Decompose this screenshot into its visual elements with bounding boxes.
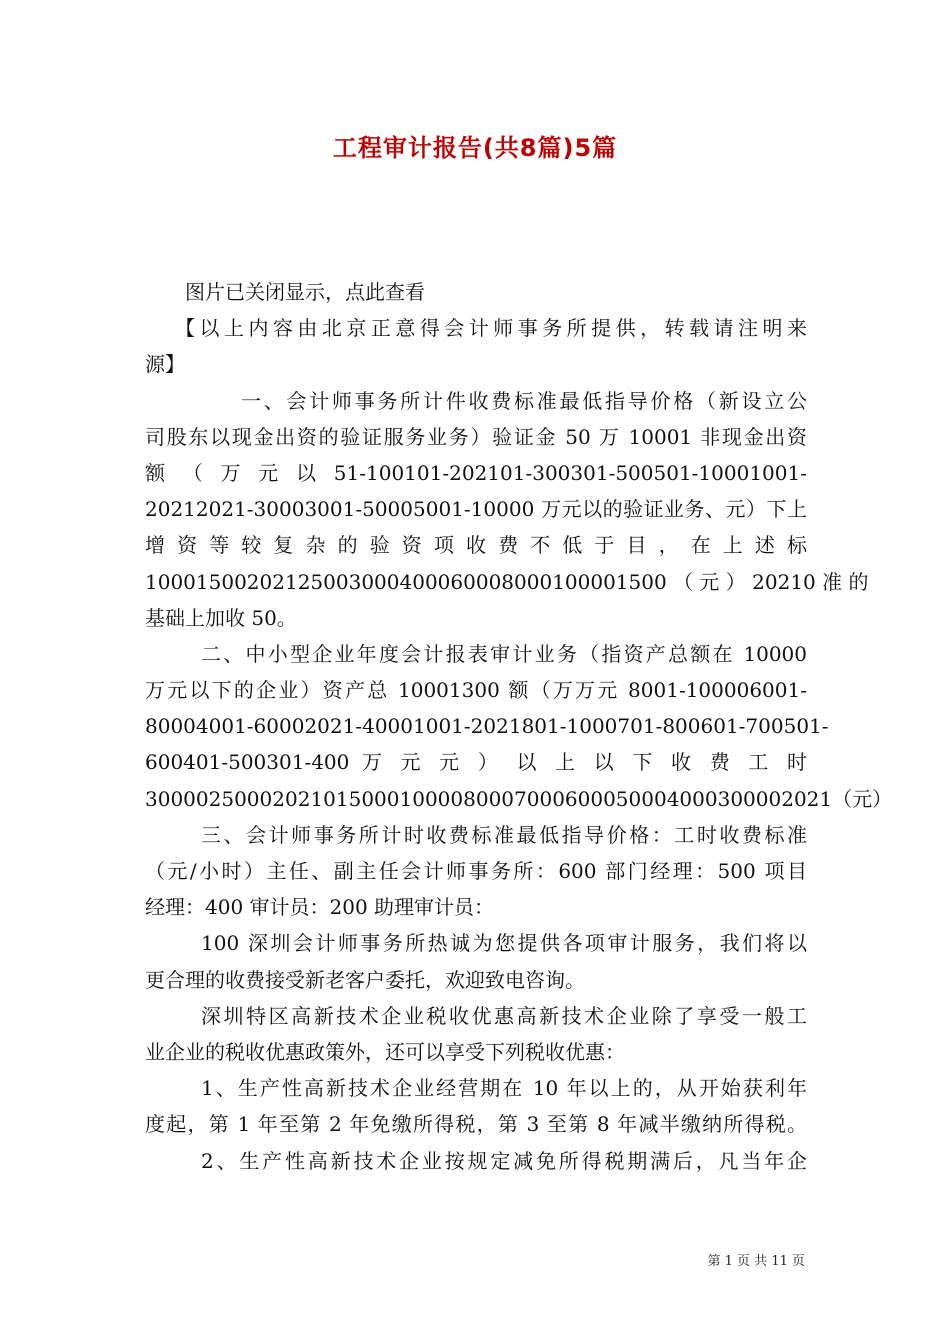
text-line: 万元以下的企业）资产总 10001300 额（万万元 8001-100006001- (145, 678, 807, 703)
document-body (145, 274, 893, 1179)
document-title: 工程审计报告(共8篇)5篇 (332, 134, 618, 162)
text-line: 100 深圳会计师事务所热诚为您提供各项审计服务，我们将以 (201, 931, 807, 956)
text-line: 10001500202125003000400060008000100001500 （ 元 ） 20210 准 的 (145, 569, 869, 594)
text-line: 司股东以现金出资的验证服务业务）验证金 50 万 10001 非现金出资 (145, 424, 807, 449)
text-line: 深圳特区高新技术企业税收优惠高新技术企业除了享受一般工 (201, 1003, 807, 1028)
text-line: 20212021-30003001-50005001-10000 万元以的验证业务、元）下上 (145, 497, 807, 522)
text-line: 600401-500301-400 万 元 元 ） 以 上 以 下 收 费 工 时 (145, 750, 807, 775)
text-line: 【以上内容由北京正意得会计师事务所提供，转载请注明来 (175, 316, 807, 341)
text-line: 300002500020210150001000080007000600050004000300002021（元） (145, 786, 893, 811)
text-line: 基础上加收 50。 (145, 605, 297, 630)
text-line: 1、生产性高新技术企业经营期在 10 年以上的，从开始获利年 (201, 1076, 807, 1101)
text-line: 一、会计师事务所计件收费标准最低指导价格（新设立公 (241, 388, 807, 413)
text-line: （元/小时）主任、副主任会计师事务所：600 部门经理：500 项目 (145, 859, 807, 883)
text-line: 图片已关闭显示，点此查看 (185, 280, 425, 304)
text-line: 额 （ 万 元 以 51-100101-202101-300301-500501-10001001- (145, 460, 807, 485)
text-line: 80004001-60002021-40001001-2021801-1000701-800601-700501- (145, 714, 829, 739)
text-line: 源】 (145, 352, 185, 377)
text-line: 经理：400 审计员：200 助理审计员： (145, 895, 495, 920)
text-line: 业企业的税收优惠政策外，还可以享受下列税收优惠： (145, 1039, 625, 1064)
text-line: 三、会计师事务所计时收费标准最低指导价格：工时收费标准 (201, 822, 807, 847)
text-line: 度起，第 1 年至第 2 年免缴所得税，第 3 至第 8 年减半缴纳所得税。 (145, 1112, 807, 1137)
text-line: 二、中小型企业年度会计报表审计业务（指资产总额在 10000 (201, 641, 807, 666)
text-line: 更合理的收费接受新老客户委托，欢迎致电咨询。 (145, 967, 585, 992)
page-footer: 第 1 页 共 11 页 (707, 1254, 805, 1269)
text-line: 增 资 等 较 复 杂 的 验 资 项 收 费 不 低 于 目 ， 在 上 述 标 (145, 533, 807, 558)
text-line: 2、生产性高新技术企业按规定减免所得税期满后，凡当年企 (201, 1148, 807, 1173)
